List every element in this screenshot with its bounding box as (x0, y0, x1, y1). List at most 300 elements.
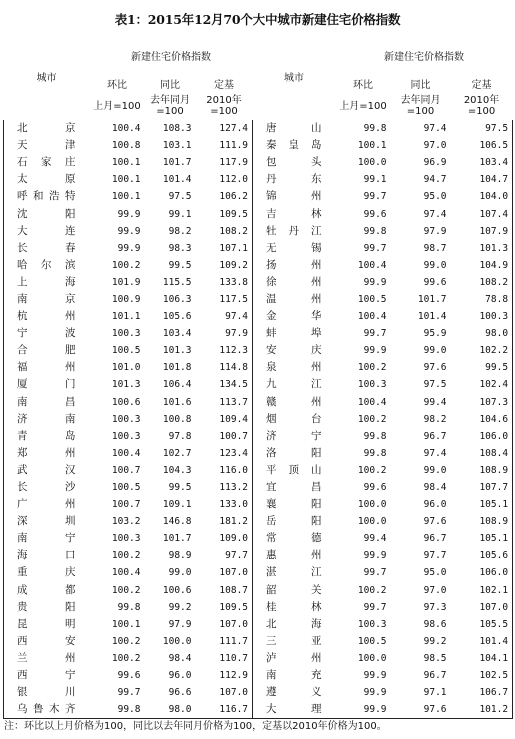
yoy-cell: 99.0 (423, 464, 447, 476)
mom-cell: 100.3 (111, 413, 141, 425)
yoy-cell: 101.7 (162, 533, 192, 545)
mom-cell: 99.9 (363, 550, 387, 562)
table-row (4, 428, 513, 445)
base-cell: 123.4 (196, 445, 253, 462)
base-cell: 133.0 (196, 496, 253, 513)
mom-cell: 100.2 (357, 464, 387, 476)
yoy-cell: 99.0 (423, 345, 447, 357)
table-row (4, 376, 513, 393)
mom-cell: 101.3 (111, 379, 141, 391)
mom-cell: 99.7 (117, 687, 141, 699)
base-cell: 108.4 (451, 445, 513, 462)
base-cell: 106.0 (451, 428, 513, 445)
yoy-cell: 106.3 (162, 293, 192, 305)
city-cell: 泉州 (253, 359, 336, 376)
base-cell: 104.7 (451, 171, 513, 188)
table-row (4, 684, 513, 701)
mom-cell: 100.4 (111, 447, 141, 459)
city-cell: 赣州 (253, 394, 336, 411)
yoy-cell: 97.4 (423, 447, 447, 459)
yoy-cell: 99.1 (168, 208, 192, 220)
yoy-cell: 98.4 (423, 482, 447, 494)
yoy-cell: 99.5 (168, 259, 192, 271)
city-cell: 吉林 (253, 205, 336, 222)
mom-cell: 99.9 (363, 276, 387, 288)
yoy-cell: 95.0 (423, 567, 447, 579)
city-cell: 韶关 (253, 582, 336, 599)
city-cell: 郑州 (4, 445, 90, 462)
table-row (4, 223, 513, 240)
table-row (4, 479, 513, 496)
table-row (4, 513, 513, 530)
city-cell: 岳阳 (253, 513, 336, 530)
city-cell: 锦州 (253, 188, 336, 205)
base-cell: 105.1 (451, 530, 513, 547)
yoy-cell: 100.0 (162, 635, 192, 647)
mom-cell: 100.2 (357, 362, 387, 374)
city-cell: 西安 (4, 633, 90, 650)
yoy-cell: 97.5 (423, 379, 447, 391)
yoy-cell: 96.0 (423, 499, 447, 511)
city-cell: 福州 (4, 359, 90, 376)
city-cell: 贵阳 (4, 599, 90, 616)
city-cell: 徐州 (253, 274, 336, 291)
yoy-cell: 101.6 (162, 396, 192, 408)
yoy-cell: 96.7 (423, 670, 447, 682)
base-cell: 97.9 (196, 325, 253, 342)
base-cell: 108.2 (451, 274, 513, 291)
city-cell: 洛阳 (253, 445, 336, 462)
city-cell: 银川 (4, 684, 90, 701)
yoy-cell: 97.4 (423, 123, 447, 135)
city-cell: 南京 (4, 291, 90, 308)
base-cell: 105.6 (451, 547, 513, 564)
mom-cell: 100.2 (111, 259, 141, 271)
yoy-header-right: 同比 (410, 79, 431, 91)
base-cell: 102.4 (451, 376, 513, 393)
yoy-cell: 99.2 (168, 601, 192, 613)
mom-cell: 99.7 (363, 242, 387, 254)
city-cell: 唐山 (253, 120, 336, 137)
city-cell: 太原 (4, 171, 90, 188)
table-row (4, 274, 513, 291)
base-cell: 108.2 (196, 223, 253, 240)
base-cell: 104.0 (451, 188, 513, 205)
city-cell: 九江 (253, 376, 336, 393)
mom-cell: 99.7 (363, 601, 387, 613)
city-cell: 上海 (4, 274, 90, 291)
base-cell: 113.2 (196, 479, 253, 496)
mom-cell: 100.0 (357, 499, 387, 511)
mom-cell: 99.9 (117, 208, 141, 220)
base-cell: 116.7 (196, 701, 253, 719)
table-row (4, 359, 513, 376)
table-row (4, 137, 513, 154)
yoy-cell: 104.3 (162, 464, 192, 476)
mom-cell: 99.9 (363, 345, 387, 357)
mom-cell: 100.8 (111, 140, 141, 152)
table-row (4, 342, 513, 359)
yoy-cell: 98.3 (168, 242, 192, 254)
yoy-cell: 115.5 (162, 276, 192, 288)
yoy-cell: 98.0 (145, 701, 196, 719)
yoy-cell: 98.6 (423, 618, 447, 630)
base-cell: 106.2 (196, 188, 253, 205)
yoy-sub-right: 去年同月=100 (400, 95, 441, 117)
mom-cell: 99.6 (363, 208, 387, 220)
city-cell: 桂林 (253, 599, 336, 616)
yoy-cell: 99.6 (423, 276, 447, 288)
table-row (4, 411, 513, 428)
mom-cell: 100.0 (357, 652, 387, 664)
yoy-cell: 97.6 (423, 516, 447, 528)
city-cell: 长沙 (4, 479, 90, 496)
base-cell: 101.2 (451, 701, 513, 719)
table-row (4, 325, 513, 342)
base-cell: 97.7 (196, 547, 253, 564)
city-cell: 烟台 (253, 411, 336, 428)
mom-cell: 100.2 (111, 635, 141, 647)
base-cell: 112.0 (196, 171, 253, 188)
city-cell: 西宁 (4, 667, 90, 684)
table-row (4, 205, 513, 222)
city-cell: 广州 (4, 496, 90, 513)
city-cell: 湛江 (253, 564, 336, 581)
base-cell: 104.9 (451, 257, 513, 274)
base-cell: 117.9 (196, 154, 253, 171)
base-cell: 105.5 (451, 616, 513, 633)
base-cell: 78.8 (451, 291, 513, 308)
mom-cell: 99.8 (363, 225, 387, 237)
mom-cell: 100.5 (111, 482, 141, 494)
mom-cell: 100.1 (357, 140, 387, 152)
yoy-cell: 97.9 (423, 225, 447, 237)
city-cell: 蚌埠 (253, 325, 336, 342)
city-cell: 无锡 (253, 240, 336, 257)
yoy-cell: 96.7 (423, 533, 447, 545)
mom-cell: 100.2 (111, 584, 141, 596)
city-cell: 安庆 (253, 342, 336, 359)
mom-header-left: 环比 (107, 79, 127, 91)
mom-cell: 99.9 (363, 670, 387, 682)
base-cell: 102.5 (451, 667, 513, 684)
mom-cell: 100.3 (111, 328, 141, 340)
city-cell: 三亚 (253, 633, 336, 650)
city-cell: 济南 (4, 411, 90, 428)
yoy-cell: 101.7 (162, 157, 192, 169)
base-cell: 102.2 (451, 342, 513, 359)
yoy-cell: 100.6 (162, 584, 192, 596)
mom-cell: 100.3 (357, 379, 387, 391)
city-cell: 南昌 (4, 394, 90, 411)
table-row (4, 547, 513, 564)
base-cell: 116.0 (196, 462, 253, 479)
mom-cell: 99.6 (363, 482, 387, 494)
yoy-cell: 97.5 (168, 191, 192, 203)
mom-cell: 100.2 (111, 550, 141, 562)
city-header-left: 城市 (36, 73, 57, 84)
mom-cell: 100.7 (111, 499, 141, 511)
yoy-cell: 95.9 (423, 328, 447, 340)
yoy-cell: 101.7 (417, 293, 447, 305)
base-cell: 100.7 (196, 428, 253, 445)
yoy-cell: 97.0 (423, 140, 447, 152)
city-cell: 武汉 (4, 462, 90, 479)
yoy-cell: 109.1 (162, 499, 192, 511)
table-row (4, 394, 513, 411)
base-cell: 107.0 (196, 564, 253, 581)
base-cell: 100.3 (451, 308, 513, 325)
yoy-cell: 106.4 (162, 379, 192, 391)
mom-cell: 100.2 (111, 652, 141, 664)
base-cell: 108.7 (196, 582, 253, 599)
mom-cell: 99.7 (363, 328, 387, 340)
table-title: 表1：2015年12月70个大中城市新建住宅价格指数 (114, 11, 401, 27)
yoy-cell: 100.8 (162, 413, 192, 425)
yoy-cell: 105.6 (162, 311, 192, 323)
yoy-cell: 146.8 (162, 516, 192, 528)
mom-cell: 101.9 (111, 276, 141, 288)
city-header-right: 城市 (284, 73, 305, 84)
city-cell: 大理 (253, 701, 336, 719)
yoy-cell: 103.4 (162, 328, 192, 340)
base-cell: 107.0 (196, 684, 253, 701)
base-cell: 105.1 (451, 496, 513, 513)
base-cell: 99.5 (451, 359, 513, 376)
yoy-cell: 99.0 (168, 567, 192, 579)
yoy-cell: 97.8 (168, 430, 192, 442)
city-cell: 惠州 (253, 547, 336, 564)
base-cell: 97.4 (196, 308, 253, 325)
yoy-cell: 96.7 (423, 430, 447, 442)
city-cell: 扬州 (253, 257, 336, 274)
yoy-cell: 101.3 (162, 345, 192, 357)
yoy-cell: 98.2 (423, 413, 447, 425)
mom-cell: 99.9 (363, 687, 387, 699)
base-cell: 112.9 (196, 667, 253, 684)
mom-cell: 100.7 (111, 464, 141, 476)
mom-cell: 99.6 (117, 670, 141, 682)
yoy-cell: 101.4 (162, 174, 192, 186)
mom-cell: 100.1 (111, 174, 141, 186)
yoy-cell: 97.0 (423, 584, 447, 596)
mom-sub-right: 上月=100 (339, 100, 387, 112)
city-cell: 合肥 (4, 342, 90, 359)
city-cell: 重庆 (4, 564, 90, 581)
mom-cell: 101.0 (111, 362, 141, 374)
mom-cell: 100.3 (111, 533, 141, 545)
city-cell: 乌鲁木齐 (4, 701, 90, 719)
city-cell: 昆明 (4, 616, 90, 633)
mom-cell: 100.5 (111, 345, 141, 357)
yoy-cell: 95.0 (423, 191, 447, 203)
yoy-cell: 97.9 (168, 618, 192, 630)
base-cell: 106.5 (451, 137, 513, 154)
base-cell: 107.0 (451, 599, 513, 616)
base-cell: 109.4 (196, 411, 253, 428)
mom-cell: 101.1 (111, 311, 141, 323)
mom-cell: 100.4 (357, 259, 387, 271)
mom-cell: 100.9 (111, 293, 141, 305)
city-cell: 哈尔滨 (4, 257, 90, 274)
table-row (4, 564, 513, 581)
city-cell: 海口 (4, 547, 90, 564)
table-row (4, 171, 513, 188)
yoy-cell: 97.3 (423, 601, 447, 613)
yoy-cell: 98.2 (168, 225, 192, 237)
base-cell: 104.6 (451, 411, 513, 428)
table-row (4, 154, 513, 171)
city-cell: 成都 (4, 582, 90, 599)
base-cell: 103.4 (451, 154, 513, 171)
city-cell: 兰州 (4, 650, 90, 667)
table-row (4, 633, 513, 650)
mom-cell: 99.9 (117, 225, 141, 237)
yoy-cell: 103.1 (162, 140, 192, 152)
city-cell: 沈阳 (4, 205, 90, 222)
table-row (4, 667, 513, 684)
base-cell: 117.5 (196, 291, 253, 308)
table-row (4, 257, 513, 274)
city-cell: 杭州 (4, 308, 90, 325)
city-cell: 南充 (253, 667, 336, 684)
price-index-table (3, 37, 513, 719)
city-cell: 石家庄 (4, 154, 90, 171)
mom-cell: 99.8 (363, 430, 387, 442)
yoy-cell: 97.4 (423, 208, 447, 220)
yoy-cell: 97.1 (423, 687, 447, 699)
base-cell: 107.1 (196, 240, 253, 257)
mom-cell: 99.9 (117, 242, 141, 254)
city-cell: 秦皇岛 (253, 137, 336, 154)
yoy-cell: 96.6 (168, 687, 192, 699)
base-cell: 134.5 (196, 376, 253, 393)
yoy-cell: 98.9 (168, 550, 192, 562)
table-row (4, 240, 513, 257)
table-row (4, 599, 513, 616)
table-row (4, 445, 513, 462)
yoy-cell: 98.4 (168, 652, 192, 664)
city-cell: 泸州 (253, 650, 336, 667)
yoy-cell: 99.0 (423, 259, 447, 271)
yoy-cell: 102.7 (162, 447, 192, 459)
yoy-cell: 94.7 (423, 174, 447, 186)
mom-cell: 100.2 (357, 413, 387, 425)
yoy-cell: 97.7 (423, 550, 447, 562)
yoy-cell: 98.7 (423, 242, 447, 254)
base-cell: 107.4 (451, 205, 513, 222)
city-cell: 青岛 (4, 428, 90, 445)
base-cell: 106.0 (451, 564, 513, 581)
city-cell: 北海 (253, 616, 336, 633)
mom-cell: 100.1 (111, 191, 141, 203)
mom-cell: 100.2 (357, 584, 387, 596)
table-row (4, 650, 513, 667)
mom-sub-left: 上月=100 (93, 100, 141, 112)
base-cell: 111.7 (196, 633, 253, 650)
index-group-header-left: 新建住宅价格指数 (131, 52, 212, 63)
base-cell: 107.3 (451, 394, 513, 411)
mom-cell: 99.4 (363, 533, 387, 545)
base-cell: 101.3 (451, 240, 513, 257)
city-cell: 天津 (4, 137, 90, 154)
base-cell: 107.9 (451, 223, 513, 240)
mom-cell: 99.9 (336, 701, 391, 719)
base-cell: 97.5 (451, 120, 513, 137)
base-cell: 98.0 (451, 325, 513, 342)
base-sub-left: 2010年=100 (206, 95, 242, 117)
city-cell: 包头 (253, 154, 336, 171)
base-cell: 109.2 (196, 257, 253, 274)
mom-cell: 100.6 (111, 396, 141, 408)
mom-cell: 100.3 (111, 430, 141, 442)
yoy-cell: 99.5 (168, 482, 192, 494)
mom-cell: 100.5 (357, 293, 387, 305)
city-cell: 厦门 (4, 376, 90, 393)
yoy-cell: 96.9 (423, 157, 447, 169)
base-cell: 111.9 (196, 137, 253, 154)
base-cell: 113.7 (196, 394, 253, 411)
city-cell: 宁波 (4, 325, 90, 342)
yoy-cell: 108.3 (162, 123, 192, 135)
index-group-header-right: 新建住宅价格指数 (384, 52, 465, 63)
base-cell: 112.3 (196, 342, 253, 359)
city-cell: 长春 (4, 240, 90, 257)
base-cell: 106.7 (451, 684, 513, 701)
city-cell: 济宁 (253, 428, 336, 445)
table-row (4, 308, 513, 325)
base-cell: 133.8 (196, 274, 253, 291)
city-cell: 遵义 (253, 684, 336, 701)
mom-cell: 100.0 (357, 516, 387, 528)
mom-cell: 99.8 (90, 701, 145, 719)
base-cell: 114.8 (196, 359, 253, 376)
mom-cell: 100.1 (111, 157, 141, 169)
mom-cell: 99.8 (363, 123, 387, 135)
base-header-left: 定基 (214, 79, 235, 91)
footnote: 注：环比以上月价格为100，同比以去年同月价格为100，定基以2010年价格为100。 (4, 721, 387, 732)
base-cell: 109.5 (196, 205, 253, 222)
city-cell: 大连 (4, 223, 90, 240)
base-cell: 107.0 (196, 616, 253, 633)
table-row (4, 530, 513, 547)
yoy-header-left: 同比 (160, 79, 180, 91)
city-cell: 丹东 (253, 171, 336, 188)
table-row (4, 582, 513, 599)
city-cell: 南宁 (4, 530, 90, 547)
mom-cell: 100.3 (357, 618, 387, 630)
mom-header-right: 环比 (353, 79, 374, 91)
table-row (4, 188, 513, 205)
city-cell: 呼和浩特 (4, 188, 90, 205)
yoy-cell: 101.4 (417, 311, 447, 323)
city-cell: 常德 (253, 530, 336, 547)
table-row (4, 616, 513, 633)
mom-cell: 99.7 (363, 567, 387, 579)
mom-cell: 99.1 (363, 174, 387, 186)
mom-cell: 100.1 (111, 618, 141, 630)
base-cell: 107.7 (451, 479, 513, 496)
yoy-sub-left: 去年同月=100 (150, 95, 190, 117)
city-cell: 深圳 (4, 513, 90, 530)
table-row (4, 462, 513, 479)
base-cell: 108.9 (451, 513, 513, 530)
city-cell: 温州 (253, 291, 336, 308)
mom-cell: 99.7 (363, 191, 387, 203)
yoy-cell: 97.6 (423, 362, 447, 374)
base-cell: 109.0 (196, 530, 253, 547)
table-row (4, 120, 513, 137)
